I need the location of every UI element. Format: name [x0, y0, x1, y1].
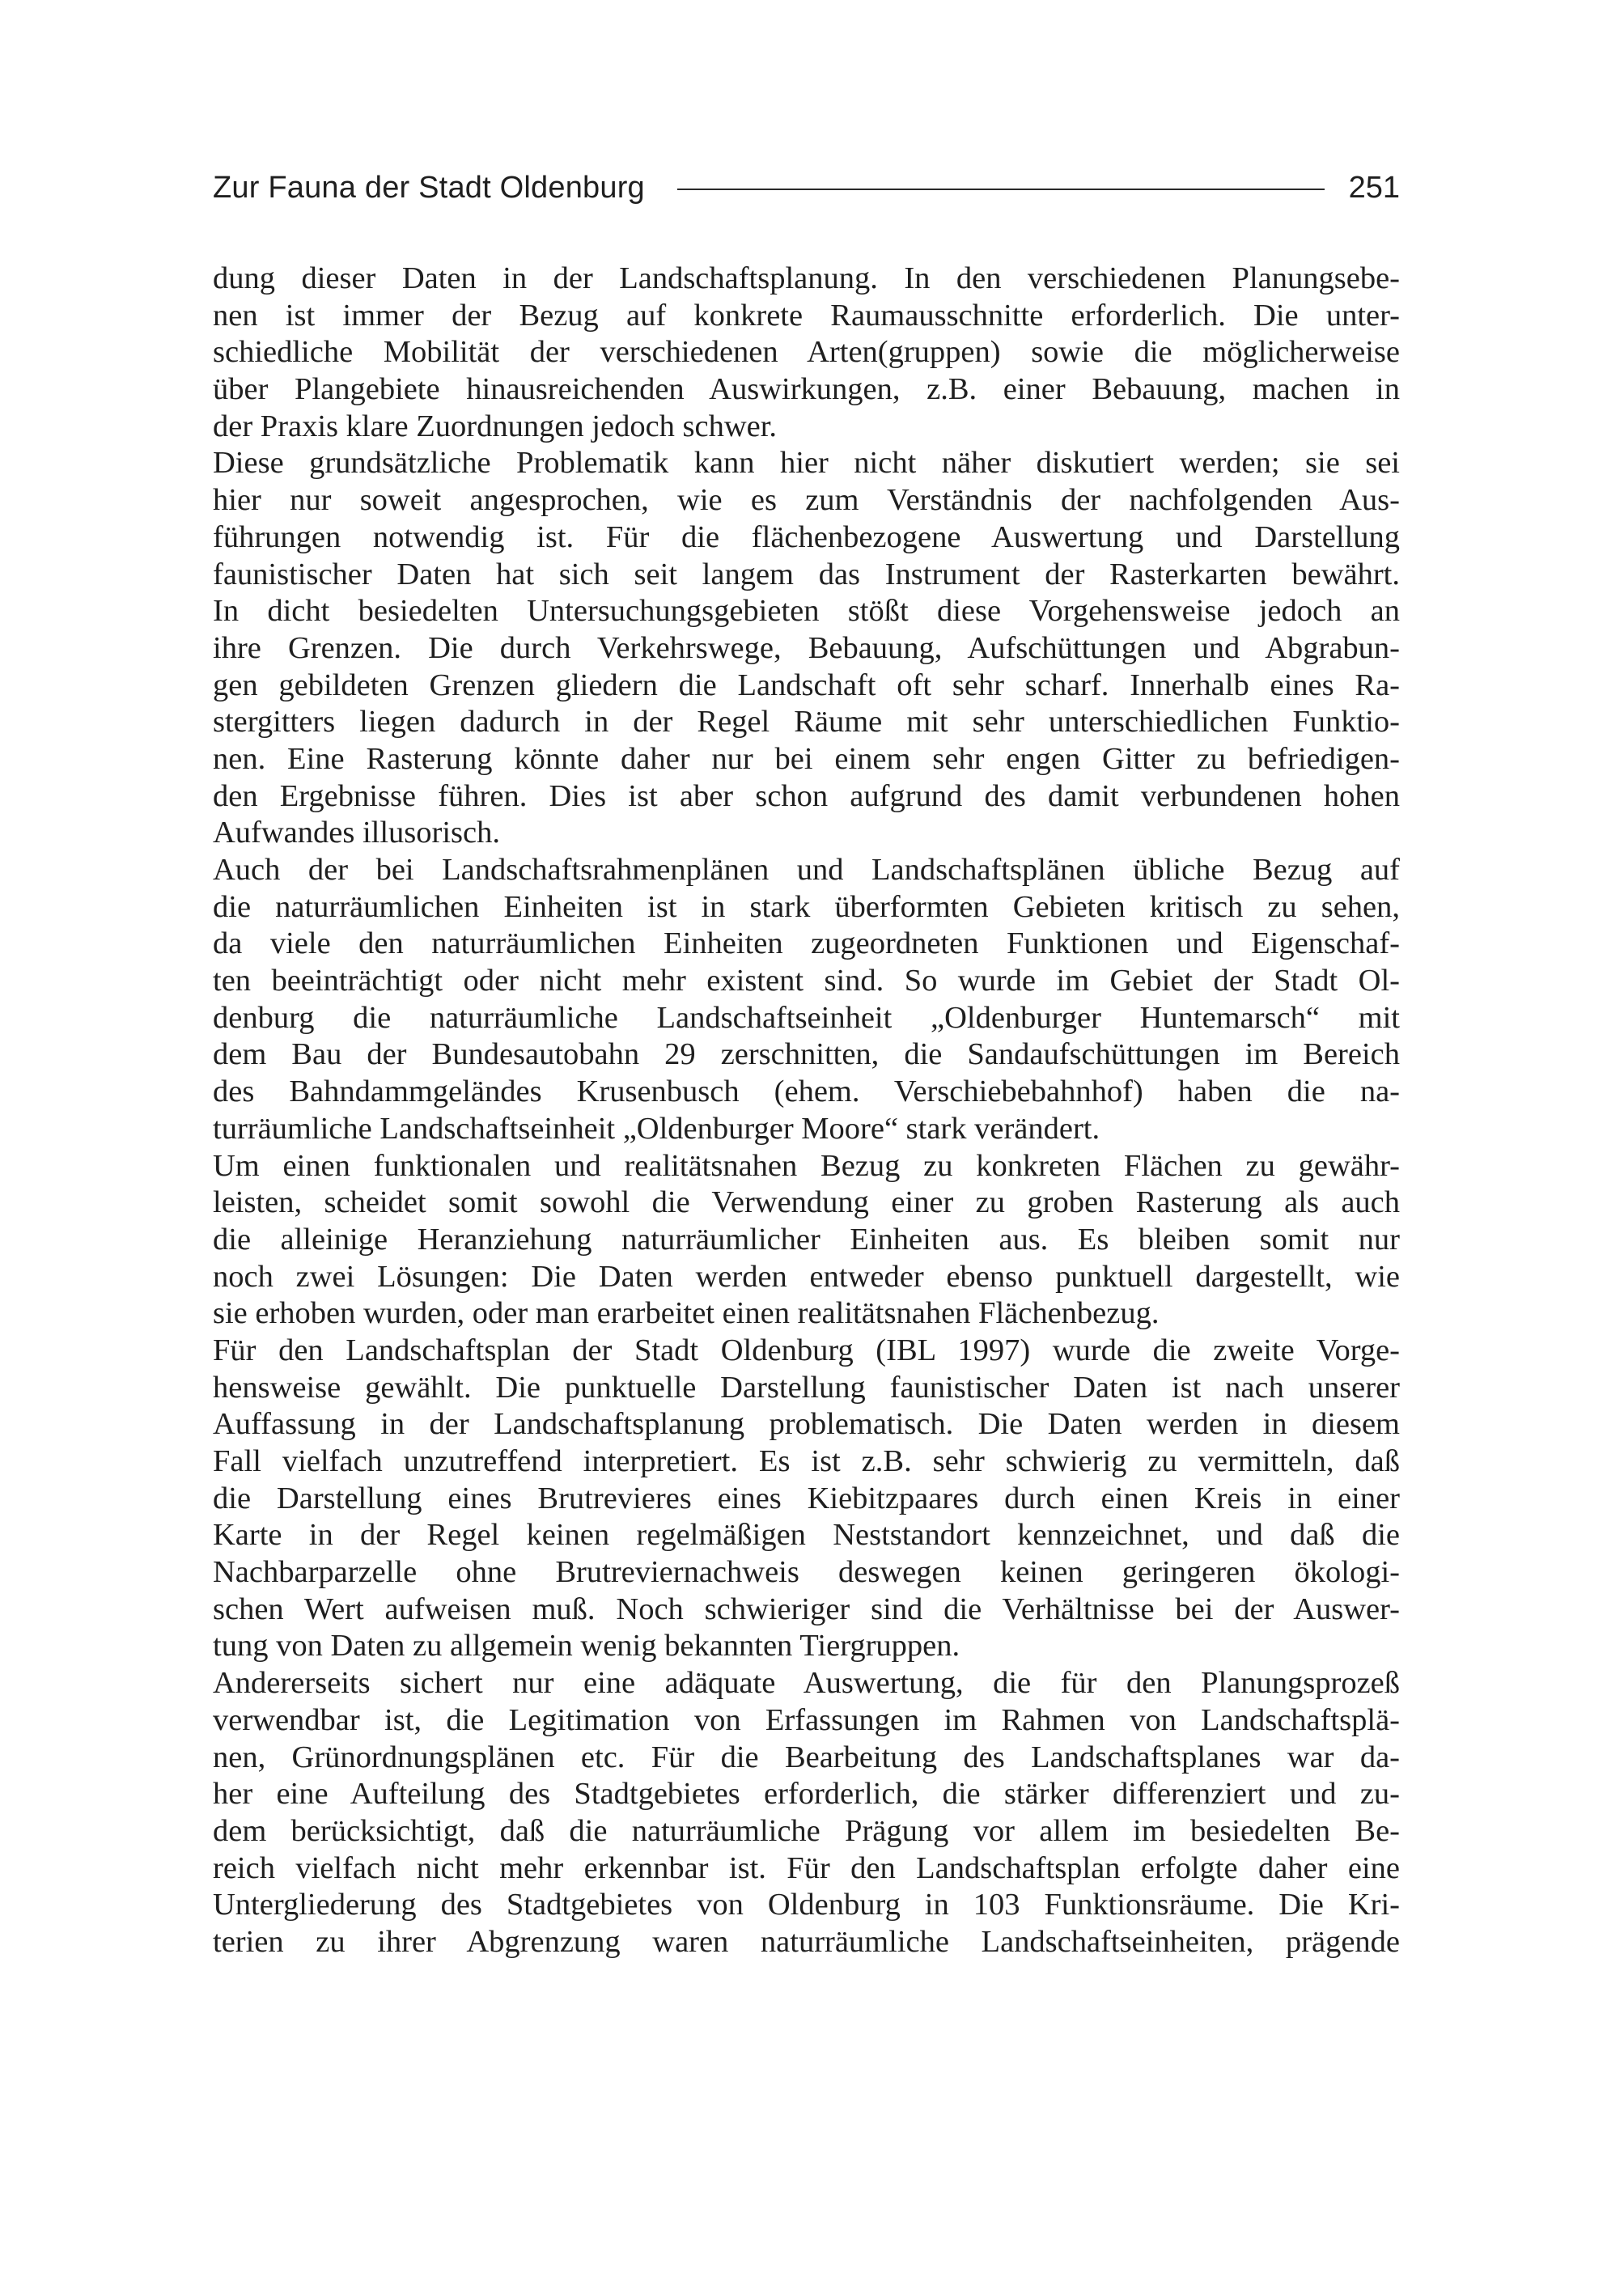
text-line: turräumliche Landschaftseinheit „Oldenburger Moore“ stark verändert.	[213, 1111, 1100, 1146]
text-line: hier nur soweit angesprochen, wie es zum Verständnis der nachfolgenden Aus-	[213, 483, 1400, 518]
text-line: faunistischer Daten hat sich seit langem das Instrument der Rasterkarten bewährt.	[213, 557, 1400, 591]
text-line: her eine Aufteilung des Stadtgebietes erforderlich, die stärker differenziert und zu-	[213, 1777, 1400, 1812]
text-line: In dicht besiedelten Untersuchungsgebieten stößt diese Vorgehensweise jedoch an	[213, 594, 1400, 629]
text-line: Diese grundsätzliche Problematik kann hier nicht näher diskutiert werden; sie sei	[213, 446, 1400, 481]
text-line: nen, Grünordnungsplänen etc. Für die Bearbeitung des Landschaftsplanes war da-	[213, 1740, 1400, 1774]
text-line: Karte in der Regel keinen regelmäßigen Neststandort kennzeichnet, und daß die	[213, 1518, 1400, 1553]
text-line: nen ist immer der Bezug auf konkrete Raumausschnitte erforderlich. Die unter-	[213, 298, 1400, 333]
text-line: hensweise gewählt. Die punktuelle Darstellung faunistischer Daten ist nach unserer	[213, 1370, 1400, 1405]
text-line: über Plangebiete hinausreichenden Auswirkungen, z.B. einer Bebauung, machen in	[213, 372, 1400, 407]
text-line: ihre Grenzen. Die durch Verkehrswege, Bebauung, Aufschüttungen und Abgrabun-	[213, 630, 1400, 665]
page-number: 251	[1348, 170, 1400, 205]
paragraph	[213, 1665, 1400, 1961]
paragraph	[213, 852, 1400, 1148]
paragraph	[213, 445, 1400, 852]
text-line: Untergliederung des Stadtgebietes von Oldenburg in 103 Funktionsräume. Die Kri-	[213, 1888, 1400, 1922]
text-line: dem berücksichtigt, daß die naturräumliche Prägung vor allem im besiedelten Be-	[213, 1813, 1400, 1848]
text-line: reich vielfach nicht mehr erkennbar ist. Für den Landschaftsplan erfolgte daher eine	[213, 1850, 1400, 1885]
text-line: die Darstellung eines Brutrevieres eines Kiebitzpaares durch einen Kreis in einer	[213, 1481, 1400, 1515]
text-line: da viele den naturräumlichen Einheiten zugeordneten Funktionen und Eigenschaf-	[213, 926, 1400, 961]
paragraph	[213, 261, 1400, 445]
page-header	[213, 163, 1400, 212]
body-text	[213, 261, 1400, 1961]
text-line: denburg die naturräumliche Landschaftseinheit „Oldenburger Huntemarsch“ mit	[213, 1000, 1400, 1035]
text-line: verwendbar ist, die Legitimation von Erfassungen im Rahmen von Landschaftsplä-	[213, 1702, 1400, 1737]
text-line: Für den Landschaftsplan der Stadt Oldenburg (IBL 1997) wurde die zweite Vorge-	[213, 1333, 1400, 1367]
text-line: Aufwandes illusorisch.	[213, 816, 500, 850]
text-line: die alleinige Heranziehung naturräumlicher Einheiten aus. Es bleiben somit nur	[213, 1222, 1400, 1257]
text-line: der Praxis klare Zuordnungen jedoch schwer.	[213, 409, 778, 443]
text-line: stergitters liegen dadurch in der Regel Räume mit sehr unterschiedlichen Funktio-	[213, 705, 1400, 740]
text-line: Nachbarparzelle ohne Brutreviernachweis deswegen keinen geringeren ökologi-	[213, 1555, 1400, 1590]
text-line: leisten, scheidet somit sowohl die Verwendung einer zu groben Rasterung als auch	[213, 1185, 1400, 1220]
text-line: des Bahndammgeländes Krusenbusch (ehem. Verschiebebahnhof) haben die na-	[213, 1074, 1400, 1109]
text-line: dung dieser Daten in der Landschaftsplanung. In den verschiedenen Planungsebe-	[213, 261, 1400, 295]
text-line: ten beeinträchtigt oder nicht mehr existent sind. So wurde im Gebiet der Stadt Ol-	[213, 964, 1400, 998]
text-line: Fall vielfach unzutreffend interpretiert. Es ist z.B. sehr schwierig zu vermitteln, daß	[213, 1444, 1400, 1478]
running-title: Zur Fauna der Stadt Oldenburg	[213, 170, 645, 205]
text-line: schiedliche Mobilität der verschiedenen Arten(gruppen) sowie die möglicherweise	[213, 335, 1400, 370]
text-line: nen. Eine Rasterung könnte daher nur bei einem sehr engen Gitter zu befriedigen-	[213, 741, 1400, 776]
text-line: terien zu ihrer Abgrenzung waren naturräumliche Landschaftseinheiten, prägende	[213, 1924, 1400, 1959]
header-rule	[677, 189, 1325, 190]
text-line: führungen notwendig ist. Für die flächenbezogene Auswertung und Darstellung	[213, 519, 1400, 554]
text-line: dem Bau der Bundesautobahn 29 zerschnitten, die Sandaufschüttungen im Bereich	[213, 1037, 1400, 1072]
text-line: schen Wert aufweisen muß. Noch schwieriger sind die Verhältnisse bei der Auswer-	[213, 1592, 1400, 1626]
text-line: noch zwei Lösungen: Die Daten werden entweder ebenso punktuell dargestellt, wie	[213, 1259, 1400, 1294]
text-line: Auch der bei Landschaftsrahmenplänen und Landschaftsplänen übliche Bezug auf	[213, 853, 1400, 887]
text-line: sie erhoben wurden, oder man erarbeitet einen realitätsnahen Flächenbezug.	[213, 1296, 1160, 1331]
text-line: tung von Daten zu allgemein wenig bekannten Tiergruppen.	[213, 1629, 960, 1664]
text-line: Andererseits sichert nur eine adäquate Auswertung, die für den Planungsprozeß	[213, 1666, 1400, 1701]
text-line: Auffassung in der Landschaftsplanung problematisch. Die Daten werden in diesem	[213, 1407, 1400, 1442]
text-line: die naturräumlichen Einheiten ist in stark überformten Gebieten kritisch zu sehen,	[213, 889, 1400, 924]
text-line: den Ergebnisse führen. Dies ist aber schon aufgrund des damit verbundenen hohen	[213, 778, 1400, 813]
paragraph	[213, 1333, 1400, 1665]
text-line: Um einen funktionalen und realitätsnahen Bezug zu konkreten Flächen zu gewähr-	[213, 1148, 1400, 1183]
paragraph	[213, 1148, 1400, 1333]
text-line: gen gebildeten Grenzen gliedern die Landschaft oft sehr scharf. Innerhalb eines Ra-	[213, 668, 1400, 702]
